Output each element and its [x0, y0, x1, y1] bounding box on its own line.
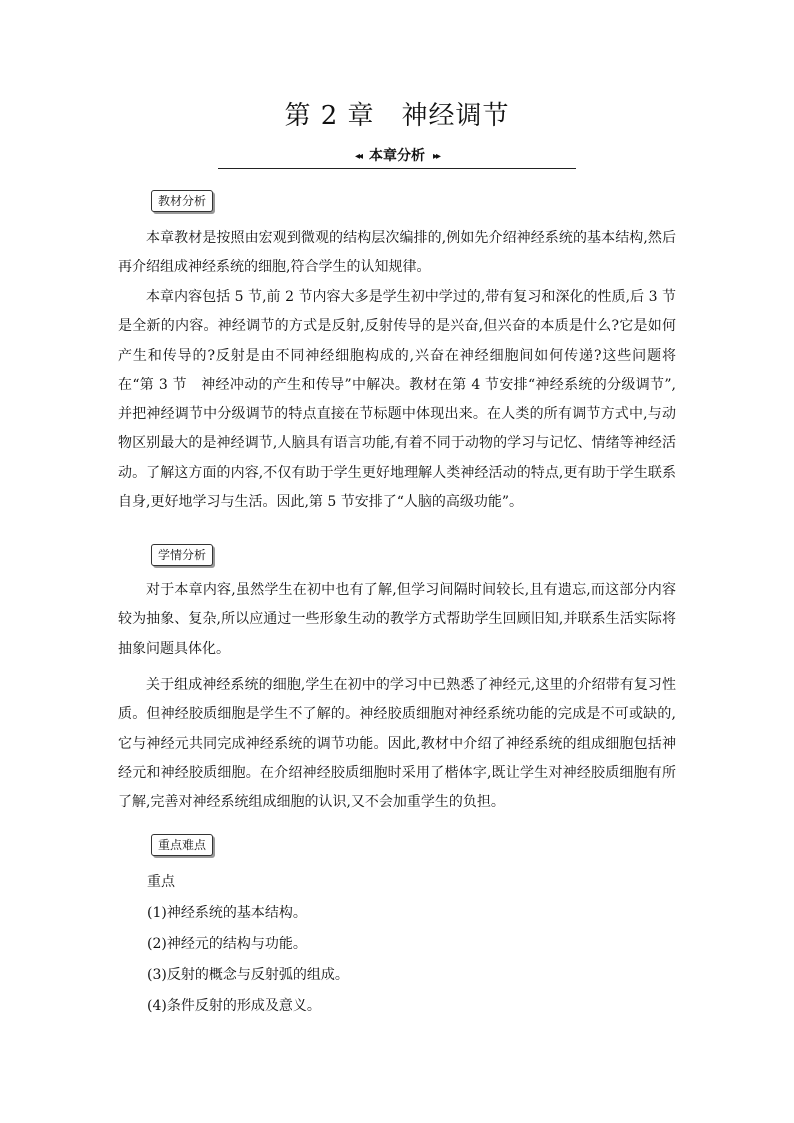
paragraph: 本章教材是按照由宏观到微观的结构层次编排的,例如先介绍神经系统的基本结构,然后再介绍组成神经系统的细胞,符合学生的认知规律。 — [118, 230, 676, 276]
list-item: (4)条件反射的形成及意义。 — [147, 998, 321, 1014]
double-left-arrow-icon: ◂◂ — [354, 151, 361, 162]
section-label-student-analysis: 学情分析 — [151, 544, 213, 566]
section-label-textbook-analysis: 教材分析 — [151, 190, 213, 212]
paragraph: 本章内容包括 5 节,前 2 节内容大多是学生初中学过的,带有复习和深化的性质,后 3 节是全新的内容。神经调节的方式是反射,反射传导的是兴奋,但兴奋的本质是什么?它是如何产生和传导的?反射是由不同神经细胞构成的,兴奋在神经细胞间如何传递?这些问题将在“第 3 节 神经冲动的产生和传导”中解决。教材在第 4 节安排“神经系统的分级调节”,并把神经调节中分级调节的特点直接在节标题中体现出来。在人类的所有调节方式中,与动物区别最大的是神经调节,人脑具有语言功能,有着不同于动物的学习与记忆、情绪等神经活动。了解这方面的内容,不仅有助于学生更好地理解人类神经活动的特点,更有助于学生联系自身,更好地学习与生活。因此,第 5 节安排了“人脑的高级功能”。 — [118, 289, 676, 511]
list-item: (1)神经系统的基本结构。 — [147, 905, 307, 921]
paragraph: 对于本章内容,虽然学生在初中也有了解,但学习间隔时间较长,且有遗忘,而这部分内容较为抽象、复杂,所以应通过一些形象生动的教学方式帮助学生回顾旧知,并联系生活实际将抽象问题具体化。 — [118, 582, 676, 657]
chapter-title: 第 2 章 神经调节 — [284, 101, 510, 131]
chapter-analysis-header — [218, 146, 576, 169]
list-item: (2)神经元的结构与功能。 — [147, 936, 307, 952]
key-points-heading: 重点 — [147, 874, 175, 890]
double-right-arrow-icon: ▸▸ — [433, 151, 440, 162]
list-item: (3)反射的概念与反射弧的组成。 — [147, 967, 349, 983]
section-label-key-difficult-points: 重点难点 — [151, 834, 213, 856]
chapter-analysis-label: 本章分析 — [369, 148, 425, 164]
paragraph: 关于组成神经系统的细胞,学生在初中的学习中已熟悉了神经元,这里的介绍带有复习性质。但神经胶质细胞是学生不了解的。神经胶质细胞对神经系统功能的完成是不可或缺的,它与神经元共同完成神经系统的调节功能。因此,教材中介绍了神经系统的组成细胞包括神经元和神经胶质细胞。在介绍神经胶质细胞时采用了楷体字,既让学生对神经胶质细胞有所了解,完善对神经系统组成细胞的认识,又不会加重学生的负担。 — [118, 677, 676, 811]
